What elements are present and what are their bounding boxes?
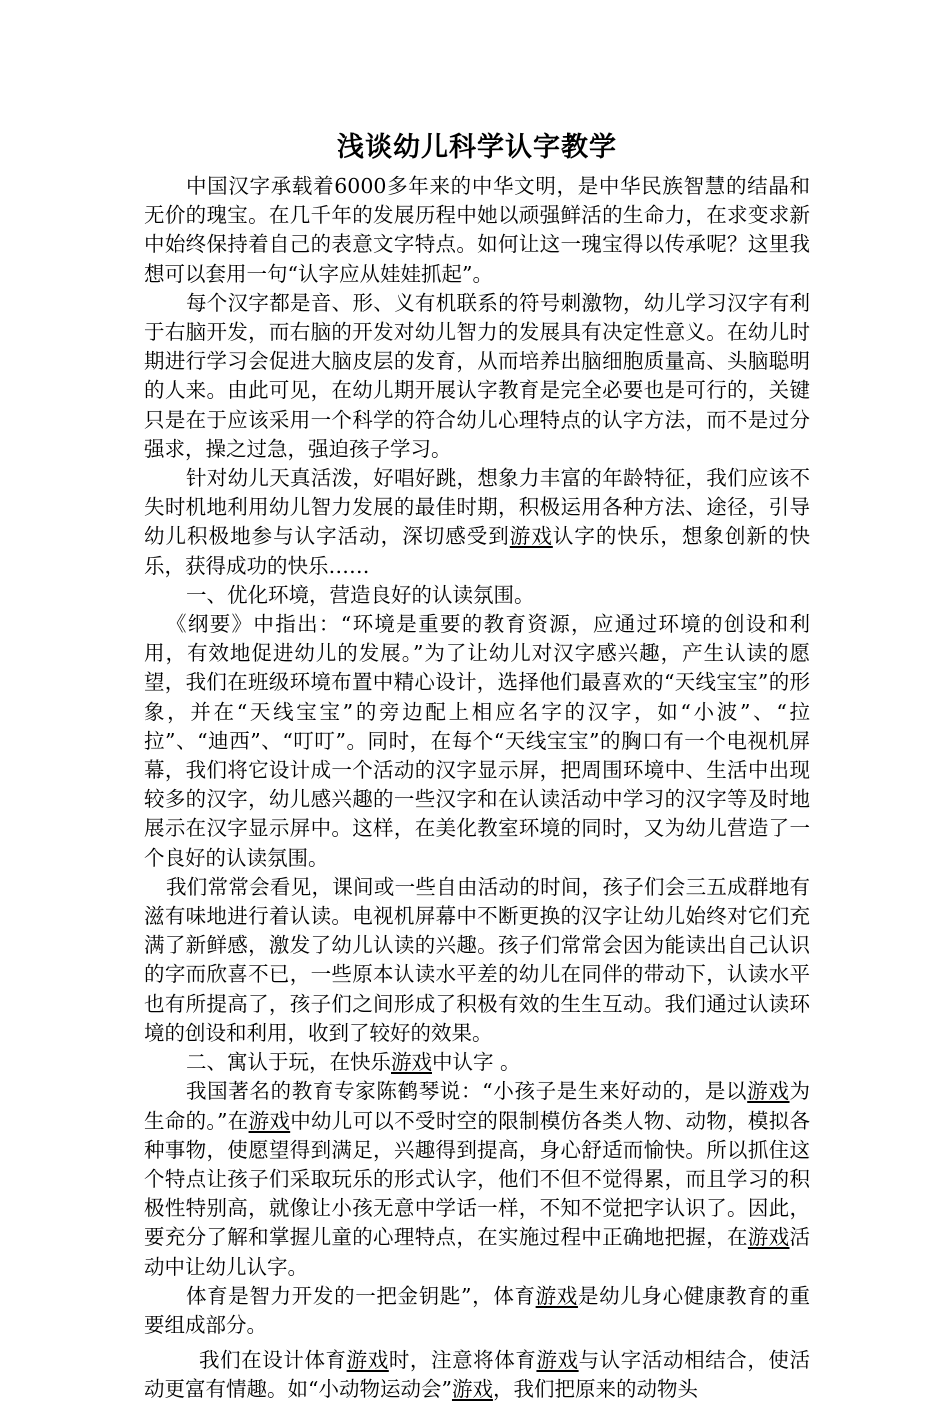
paragraph-pe-games [144,1346,810,1404]
text-run: 针对幼儿天真活泼，好唱好跳，想象力丰富的年龄特征，我们应该不失时机地利用幼儿智力发展的最佳时期，积极运用各种方法、途径，引导幼儿积极地参与认字活动，深切感受到 [144,466,810,549]
game-link[interactable]: 游戏 [747,1079,790,1104]
text-run: 时，注意将体育 [388,1348,537,1373]
text-run: 是幼儿身心健康教育的重要组成部分。 [144,1283,811,1337]
game-link[interactable]: 游戏 [509,524,553,549]
paragraph-chen-heqin [144,1077,810,1281]
section-heading-1: 一、优化环境，营造良好的认读氛围。 [186,582,535,607]
paragraph-pe [144,1282,810,1340]
game-link[interactable]: 游戏 [747,1225,790,1250]
text-run: 二、寓认于玩，在快乐 [186,1050,391,1075]
text-run: 为生命的。”在 [144,1079,810,1133]
text-run: 中幼儿可以不受时空的限制模仿各类人物、动物，模拟各种事物，使愿望得到满足，兴趣得到提高，身心舒适而愉快。所以抓住这个特点让孩子们采取玩乐的形式认字，他们不但不觉得累，而且学习的积极性特别高，就像让小孩无意中学话一样，不知不觉把字认识了。因此，要充分了解和掌握儿童的心理特点，在实施过程中正确地把握，在 [144,1108,811,1250]
text-run: 我国著名的教育专家陈鹤琴说：“小孩子是生来好动的，是以 [186,1079,748,1104]
text-run: 体育是智力开发的一把金钥匙”，体育 [186,1283,536,1308]
game-link[interactable]: 游戏 [346,1348,389,1373]
game-link[interactable]: 游戏 [535,1283,578,1308]
section-heading-2 [144,1048,810,1077]
document-page [144,128,810,1405]
paragraph-intro: 中国汉字承载着6000多年来的中华文明，是中华民族智慧的结晶和无价的瑰宝。在几千年的发展历程中她以顽强鲜活的生命力，在求变求新中始终保持着自己的表意文字特点。如何让这一瑰宝得以传承呢？这里我想可以套用一句“认字应从娃娃抓起”。 [144,174,810,286]
game-link[interactable]: 游戏 [451,1377,493,1402]
game-link[interactable]: 游戏 [248,1108,291,1133]
paragraph-method [144,464,810,581]
paragraph-brain: 每个汉字都是音、形、义有机联系的符号刺激物，幼儿学习汉字有利于右脑开发，而右脑的开发对幼儿智力的发展具有决定性意义。在幼儿时期进行学习会促进大脑皮层的发育，从而培养出脑细胞质量高、头脑聪明的人来。由此可见，在幼儿期开展认字教育是完全必要也是可行的，关键只是在于应该采用一个科学的符合幼儿心理特点的认字方法，而不是过分强求，操之过急，强迫孩子学习。 [144,290,810,461]
text-run: ，我们把原来的动物头 [492,1377,698,1402]
game-link[interactable]: 游戏 [536,1348,579,1373]
text-run: 我们在设计体育 [199,1348,347,1373]
text-run: 与认字活动相结合，使活动更富有情趣。如“小动物运动会” [144,1348,811,1402]
paragraph-environment: 《纲要》中指出：“环境是重要的教育资源，应通过环境的创设和利用，有效地促进幼儿的发展。”为了让幼儿对汉字感兴趣，产生认读的愿望，我们在班级环境布置中精心设计，选择他们最喜欢的“天线宝宝”的形象，并在“天线宝宝”的旁边配上相应名字的汉字，如“小波”、“拉拉”、“迪西”、“叮叮”。同时，在每个“天线宝宝”的胸口有一个电视机屏幕，我们将它设计成一个活动的汉字显示屏，把周围环境中、生活中出现较多的汉字，幼儿感兴趣的一些汉字和在认读活动中学习的汉字等及时地展示在汉字显示屏中。这样，在美化教室环境的同时，又为幼儿营造了一个良好的认读氛围。 [144,612,810,870]
document-title: 浅谈幼儿科学认字教学 [337,132,617,163]
paragraph-observation: 我们常常会看见，课间或一些自由活动的时间，孩子们会三五成群地有滋有味地进行着认读。电视机屏幕中不断更换的汉字让幼儿始终对它们充满了新鲜感，激发了幼儿认读的兴趣。孩子们常常会因为能读出自己认识的字而欣喜不已，一些原本认读水平差的幼儿在同伴的带动下，认读水平也有所提高了，孩子们之间形成了积极有效的生生互动。我们通过认读环境的创设和利用，收到了较好的效果。 [144,874,810,1045]
text-run: 中认字 。 [432,1050,521,1075]
game-link[interactable]: 游戏 [391,1050,432,1075]
text-run: 活动中让幼儿认字。 [144,1225,811,1279]
text-run: 认字的快乐，想象创新的快乐，获得成功的快乐…… [144,524,811,578]
